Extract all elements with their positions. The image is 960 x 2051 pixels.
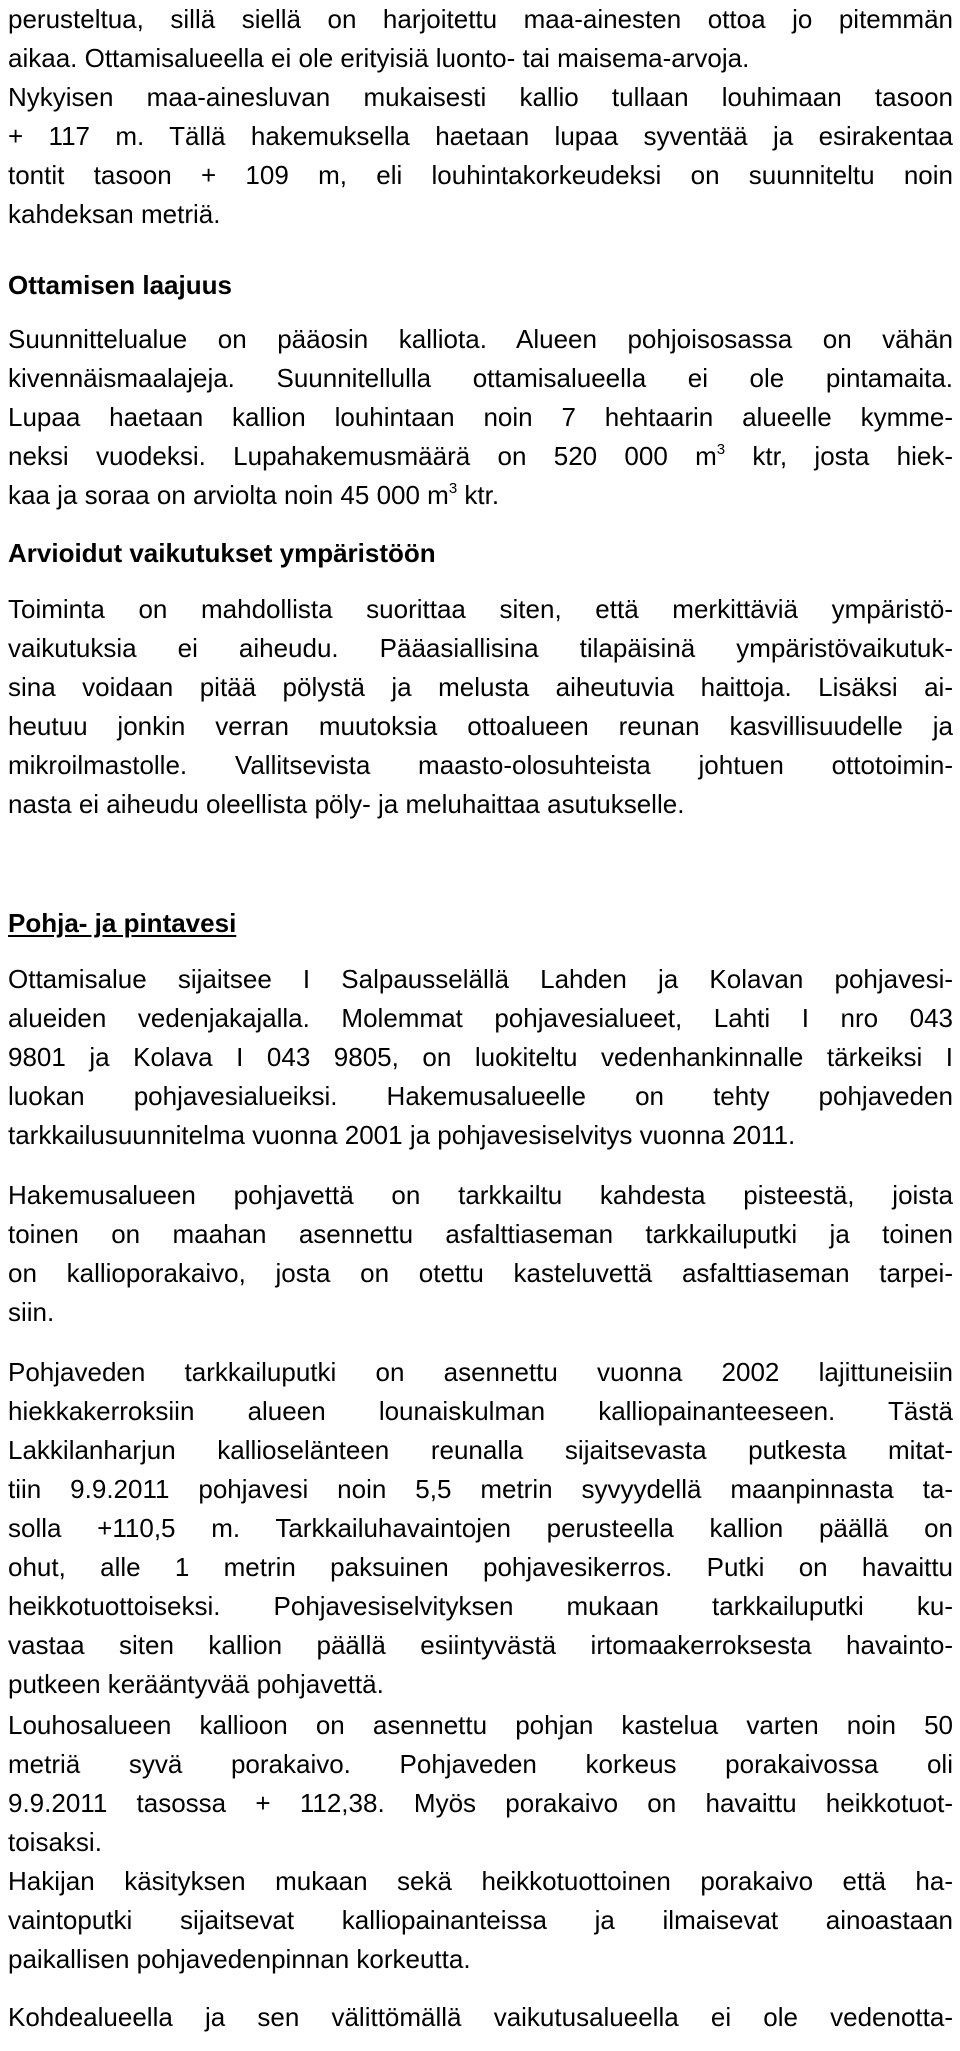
text-line [8, 437, 953, 476]
text-line: tarkkailusuunnitelma vuonna 2001 ja pohjavesiselvitys vuonna 2011. [8, 1120, 796, 1150]
text-run: ktr. [457, 480, 500, 510]
text-line: Nykyisen maa-ainesluvan mukaisesti kallio tullaan louhimaan tasoon [8, 82, 953, 112]
text-line: 9801 ja Kolava I 043 9805, on luokiteltu vedenhankinnalle tärkeiksi I [8, 1042, 953, 1072]
text-run: neksi vuodeksi. Lupahakemusmäärä on 520 000 m [8, 441, 717, 471]
text-line: solla +110,5 m. Tarkkailuhavaintojen perusteella kallion päällä on [8, 1513, 953, 1543]
section-water [8, 904, 953, 943]
extent-paragraph [8, 320, 953, 515]
text-line: Suunnittelualue on pääosin kalliota. Alueen pohjoisosassa on vähän [8, 324, 953, 354]
section-heading: Pohja- ja pintavesi [8, 908, 237, 938]
section-heading: Ottamisen laajuus [8, 270, 232, 300]
section-heading: Arvioidut vaikutukset ympäristöön [8, 538, 436, 568]
water-paragraph-6 [8, 1998, 953, 2037]
text-run: kaa ja soraa on arviolta noin 45 000 m [8, 480, 449, 510]
text-line: 9.9.2011 tasossa + 112,38. Myös porakaivo on havaittu heikkotuot- [8, 1788, 953, 1818]
water-paragraph-5 [8, 1862, 953, 1979]
text-line [8, 476, 953, 515]
text-line: Kohdealueella ja sen välittömällä vaikutusalueella ei ole vedenotta- [8, 2002, 953, 2032]
superscript: 3 [716, 441, 726, 458]
text-line: alueiden vedenjakajalla. Molemmat pohjavesialueet, Lahti I nro 043 [8, 1003, 953, 1033]
text-line: tontit tasoon + 109 m, eli louhintakorkeudeksi on suunniteltu noin [8, 160, 953, 190]
text-line: heutuu jonkin verran muutoksia ottoalueen reunan kasvillisuudelle ja [8, 711, 953, 741]
text-line: kivennäismaalajeja. Suunnitellulla ottamisalueella ei ole pintamaita. [8, 363, 953, 393]
text-line: ohut, alle 1 metrin paksuinen pohjavesikerros. Putki on havaittu [8, 1552, 953, 1582]
text-line: Ottamisalue sijaitsee I Salpausselällä Lahden ja Kolavan pohjavesi- [8, 964, 953, 994]
text-line: toinen on maahan asennettu asfalttiaseman tarkkailuputki ja toinen [8, 1219, 953, 1249]
text-line: heikkotuottoiseksi. Pohjavesiselvityksen mukaan tarkkailuputki ku- [8, 1591, 953, 1621]
section-impacts [8, 534, 953, 573]
text-line: kahdeksan metriä. [8, 199, 221, 229]
text-line: luokan pohjavesialueiksi. Hakemusalueelle on tehty pohjaveden [8, 1081, 953, 1111]
text-line: Hakijan käsityksen mukaan sekä heikkotuottoinen porakaivo että ha- [8, 1866, 953, 1896]
superscript: 3 [448, 480, 458, 497]
water-paragraph-4 [8, 1706, 953, 1862]
text-run: ktr, josta hiek- [725, 441, 954, 471]
text-line: tiin 9.9.2011 pohjavesi noin 5,5 metrin syvyydellä maanpinnasta ta- [8, 1474, 953, 1504]
text-line: Hakemusalueen pohjavettä on tarkkailtu kahdesta pisteestä, joista [8, 1180, 953, 1210]
text-line: perusteltua, sillä siellä on harjoitettu maa-ainesten ottoa jo pitemmän [8, 4, 953, 34]
text-line: toisaksi. [8, 1827, 102, 1857]
levels-paragraph [8, 78, 953, 234]
water-paragraph-1 [8, 960, 953, 1155]
water-paragraph-2 [8, 1176, 953, 1332]
text-line: Lupaa haetaan kallion louhintaan noin 7 hehtaarin alueelle kymme- [8, 402, 953, 432]
text-line: + 117 m. Tällä hakemuksella haetaan lupaa syventää ja esirakentaa [8, 121, 953, 151]
text-line: sina voidaan pitää pölystä ja melusta aiheutuvia haittoja. Lisäksi ai- [8, 672, 953, 702]
text-line: Pohjaveden tarkkailuputki on asennettu vuonna 2002 lajittuneisiin [8, 1357, 953, 1387]
text-line: nasta ei aiheudu oleellista pöly- ja meluhaittaa asutukselle. [8, 789, 685, 819]
text-line: aikaa. Ottamisalueella ei ole erityisiä luonto- tai maisema-arvoja. [8, 43, 750, 73]
text-line: metriä syvä porakaivo. Pohjaveden korkeus porakaivossa oli [8, 1749, 953, 1779]
text-line: vaikutuksia ei aiheudu. Pääasiallisina tilapäisinä ympäristövaikutuk- [8, 633, 953, 663]
text-line: Louhosalueen kallioon on asennettu pohjan kastelua varten noin 50 [8, 1710, 953, 1740]
text-line: putkeen kerääntyvää pohjavettä. [8, 1669, 384, 1699]
text-line: mikroilmastolle. Vallitsevista maasto-olosuhteista johtuen ottotoimin- [8, 750, 953, 780]
intro-paragraph [8, 0, 953, 78]
text-line: vastaa siten kallion päällä esiintyvästä irtomaakerroksesta havainto- [8, 1630, 953, 1660]
text-line: vaintoputki sijaitsevat kalliopainanteissa ja ilmaisevat ainoastaan [8, 1905, 953, 1935]
text-line: Toiminta on mahdollista suorittaa siten, että merkittäviä ympäristö- [8, 594, 953, 624]
section-extent [8, 266, 953, 305]
text-line: hiekkakerroksiin alueen lounaiskulman kalliopainanteeseen. Tästä [8, 1396, 953, 1426]
text-line: paikallisen pohjavedenpinnan korkeutta. [8, 1944, 471, 1974]
water-paragraph-3 [8, 1353, 953, 1704]
text-line: Lakkilanharjun kallioselänteen reunalla sijaitsevasta putkesta mitat- [8, 1435, 953, 1465]
impacts-paragraph [8, 590, 953, 824]
text-line: siin. [8, 1297, 55, 1327]
text-line: on kallioporakaivo, josta on otettu kasteluvettä asfalttiaseman tarpei- [8, 1258, 953, 1288]
